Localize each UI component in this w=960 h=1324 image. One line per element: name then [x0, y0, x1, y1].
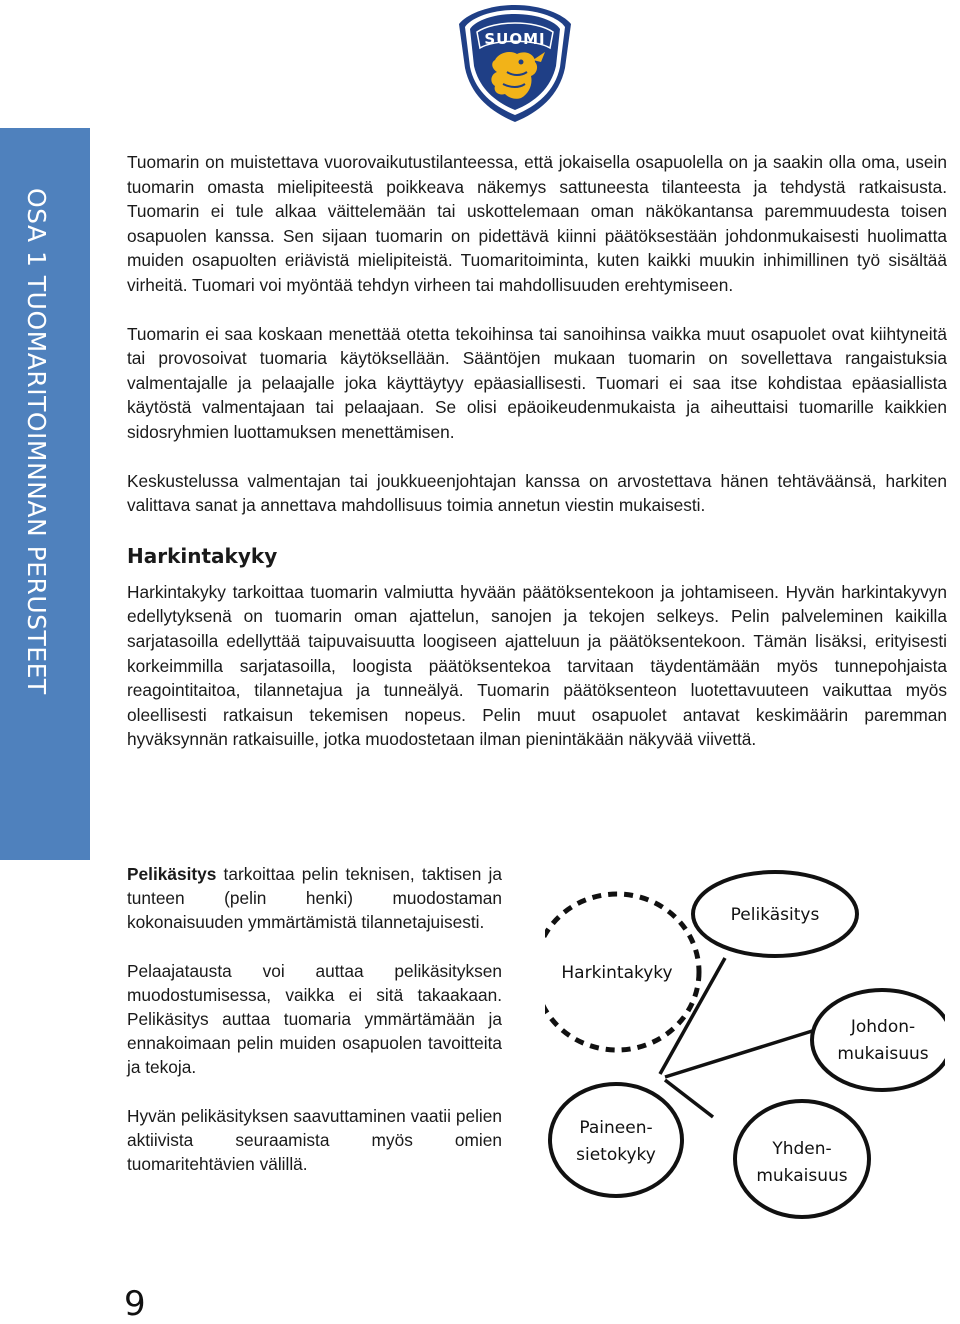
suomi-lion-logo	[455, 2, 575, 124]
judgement-diagram	[545, 862, 945, 1224]
logo-text: SUOMI	[484, 30, 546, 48]
main-content	[127, 150, 947, 752]
node-label: Johdon-	[850, 1017, 916, 1037]
node-label: mukaisuus	[837, 1044, 929, 1064]
side-column	[127, 862, 502, 1176]
side-paragraph-2: Pelaajatausta voi auttaa pelikäsityksen muodostumisessa, vaikka ei sitä takaakaan. Pelikäsitys auttaa tuomaria ymmärtämään ja ennakoimaan pelin muiden osapuolen tavoitteita ja tekoja.	[127, 960, 502, 1078]
node-label: sietokyky	[576, 1145, 656, 1165]
node-label: Paineen-	[579, 1118, 653, 1138]
node-pelikasitys	[693, 872, 857, 956]
sidebar-label: OSA 1 TUOMARITOIMNNAN PERUSTEET	[22, 188, 51, 695]
node-label: mukaisuus	[756, 1166, 848, 1186]
node-label: Pelikäsitys	[730, 905, 820, 925]
node-label: Yhden-	[772, 1139, 832, 1159]
center-node-label: Harkintakyky	[561, 963, 673, 983]
paragraph-2: Tuomarin ei saa koskaan menettää otetta tekoihinsa tai sanoihinsa vaikka muut osapuolet ovat kiihtyneitä tai provosoivat tuomaria käytöksellään. Sääntöjen mukaan tuomarin on sovellettava rangaistuksia valmentajalle ja pelaajalle joka käyttäytyy epäasiallisesti. Tuomari ei saa itse kohdistaa epäasiallista käytöstä valmentajaan tai pelaajaan. Se olisi epäoikeudenmukaista ja aiheuttaisi tuomarille kaikkien sidosryhmien luottamuksen menettämisen.	[127, 323, 947, 442]
paragraph-1: Tuomarin on muistettava vuorovaikutustilanteessa, että jokaisella osapuolella on ja saakin olla oma, usein tuomarin omasta mielipiteestä poikkeava näkemys sattuneesta tilanteesta ja tehdystä ratkaisusta. Tuomarin ei tule alkaa väittelemään tai uskottelemaan oman näkökantansa paremmuudesta toisen osapuolen kanssa. Sen sijaan tuomarin on pidettävä kiinni päätöksestään johdonmukaisesti huolimatta muiden osapuolten eriävistä mielipiteistä. Tuomaritoiminta, kuten kaikki muukin inhimillinen työ sisältää virheitä. Tuomari voi myöntää tehdyn virheen tai mahdollisuuden erehtymiseen.	[127, 152, 947, 295]
side-paragraph-1	[127, 862, 502, 935]
section-paragraph: Harkintakyky tarkoittaa tuomarin valmiutta hyvään päätöksentekoon ja johtamiseen. Hyvän harkintakyvyn edellytyksenä on tuomarin oman ajattelun, sanojen ja tekojen selkeys. Pelin palveleminen kaikilla sarjatasoilla edellyttää taipuvaisuutta loogiseen ajatteluun ja päätöksentekoon. Tämän lisäksi, erityisesti korkeimmilla sarjatasoilla, loogista päätöksentekoa tarvitaan täydentämään myös tunnepohjaista reagointitaitoa, tilannetajua ja tunneälyä. Tuomarin päätöksenteon luotettavuuteen vaikuttaa myös oleellisesti ratkaisun tekemisen nopeus. Pelin muut osapuolet antavat keskimäärin paremman hyväksynnän ratkaisuille, jotka muodostetaan ilman pienintäkään näkyvää viivettä.	[127, 581, 947, 750]
sidebar-label-box	[22, 188, 70, 768]
paragraph-3: Keskustelussa valmentajan tai joukkueenjohtajan kanssa on arvostettava hänen tehtäväänsä, harkiten valittava sanat ja annettava mahdollisuus toimia annetun viestin mukaisesti.	[127, 470, 947, 516]
section-heading: Harkintakyky	[127, 543, 278, 568]
node-johdonmukaisuus	[812, 990, 945, 1090]
side-paragraph-3: Hyvän pelikäsityksen saavuttaminen vaatii pelien aktiivista seuraamista myös omien tuomaritehtävien välillä.	[127, 1105, 502, 1175]
term-pelikasitys: Pelikäsitys	[127, 864, 217, 884]
page-number: 9	[124, 1284, 146, 1324]
node-paineensietokyky	[550, 1084, 682, 1196]
center-node	[545, 894, 699, 1050]
node-yhdenmukaisuus	[735, 1101, 869, 1217]
side-paragraph-1-rest: tarkoittaa pelin teknisen, taktisen ja tunteen (pelin henki) muodostaman kokonaisuuden ymmärtämistä tilannetajuisesti.	[127, 864, 502, 933]
